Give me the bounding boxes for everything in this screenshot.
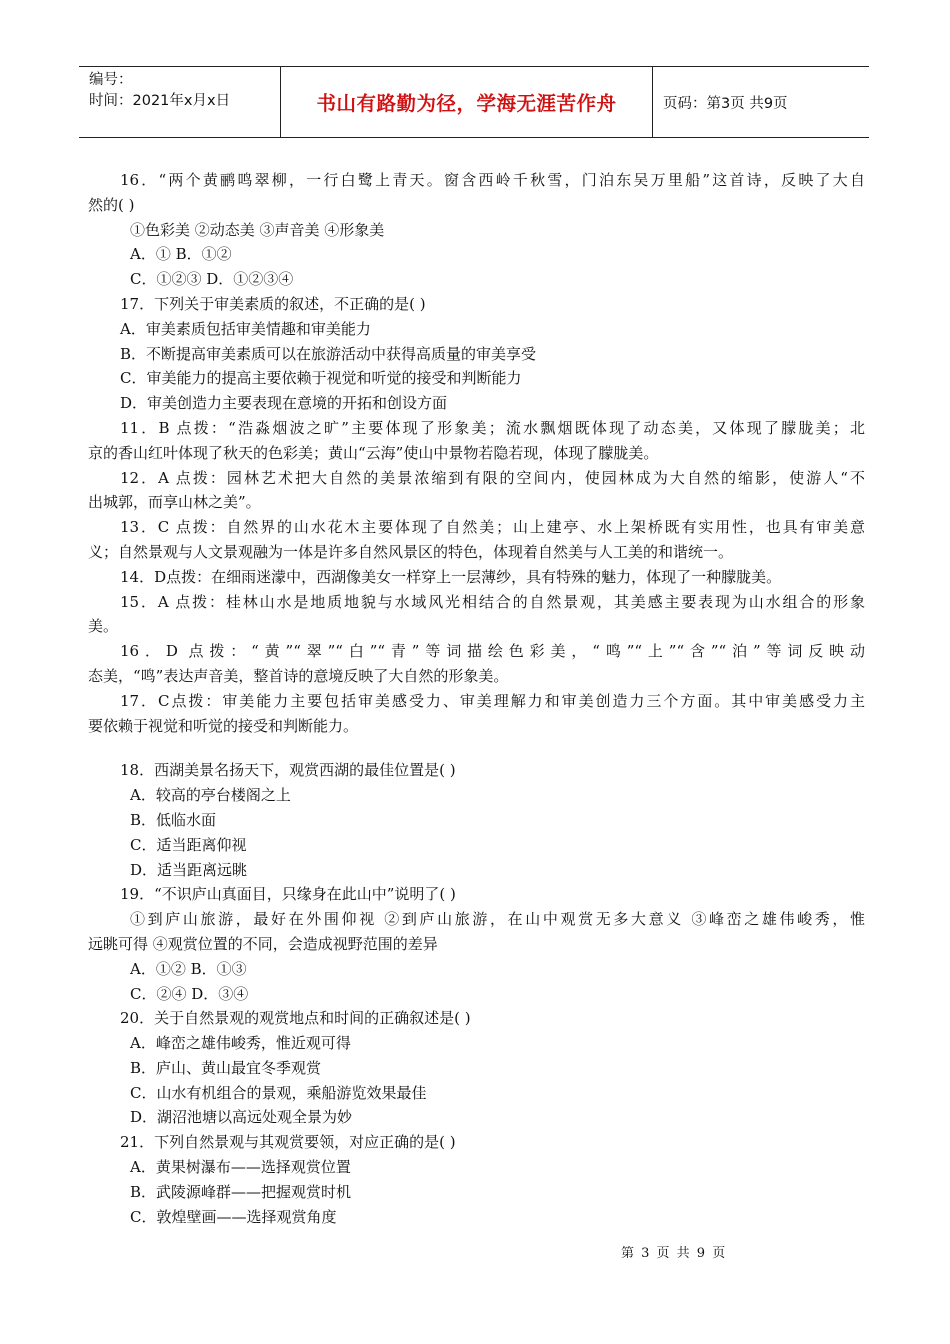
text-line: A．峰峦之雄伟峻秀，惟近观可得 [130,1034,351,1053]
header-meta [79,67,281,137]
text-line: 远眺可得 ④观赏位置的不同，会造成视野范围的差异 [88,934,438,953]
text-line: B．庐山、黄山最宜冬季观赏 [130,1058,322,1077]
text-line: 美。 [88,617,119,636]
text-line: ①色彩美 ②动态美 ③声音美 ④形象美 [130,220,385,239]
text-line: A．黄果树瀑布——选择观赏位置 [130,1158,351,1177]
page-header [79,66,869,138]
text-line: A．① B．①② [130,245,232,264]
text-line: 17．下列关于审美素质的叙述，不正确的是( ) [120,294,426,313]
text-line: D．适当距离远眺 [130,860,248,879]
text-line: 18．西湖美景名扬天下，观赏西湖的最佳位置是( ) [120,761,456,780]
text-line: 态美，“鸣”表达声音美，整首诗的意境反映了大自然的形象美。 [88,666,509,685]
text-line: 20．关于自然景观的观赏地点和时间的正确叙述是( ) [120,1009,471,1028]
text-line: 然的( ) [88,195,135,214]
text-line: A．较高的亭台楼阁之上 [130,786,291,805]
header-motto: 书山有路勤为径，学海无涯苦作舟 [316,92,617,115]
text-line: 13．C 点拨：自然界的山水花木主要体现了自然美；山上建亭、水上架桥既有实用性，也具有审美意 [120,518,865,537]
document-date-label: 时间：2021年x月x日 [89,93,231,109]
text-line: 义；自然景观与人文景观融为一体是许多自然风景区的特色，体现着自然美与人工美的和谐统一。 [88,542,734,561]
text-line: A．审美素质包括审美情趣和审美能力 [120,319,371,338]
text-line: C．审美能力的提高主要依赖于视觉和听觉的接受和判断能力 [120,369,522,388]
header-motto-cell [281,67,653,137]
text-line: 16．“两个黄鹂鸣翠柳，一行白鹭上青天。窗含西岭千秋雪，门泊东吴万里船”这首诗，反映了大自 [120,171,865,189]
text-line: 19．“不识庐山真面目，只缘身在此山中”说明了( ) [120,885,456,904]
text-line: B．不断提高审美素质可以在旅游活动中获得高质量的审美享受 [120,344,537,363]
text-line: 16．D 点拨：“黄”“翠”“白”“青”等词描绘色彩美，“鸣”“上”“含”“泊”等词反映动 [120,642,865,661]
text-line: D．审美创造力主要表现在意境的开拓和创设方面 [120,394,448,413]
header-page-number: 页码：第3页 共9页 [663,95,788,112]
text-line: C．敦煌壁画——选择观赏角度 [130,1207,337,1226]
text-line: 京的香山红叶体现了秋天的色彩美；黄山“云海”使山中景物若隐若现，体现了朦胧美。 [88,443,659,462]
text-line: C．山水有机组合的景观，乘船游览效果最佳 [130,1083,427,1102]
text-line: 14．D点拨：在细雨迷濛中，西湖像美女一样穿上一层薄纱，具有特殊的魅力，体现了一种朦胧美。 [120,567,782,586]
text-line: D．湖沼池塘以高远处观全景为妙 [130,1108,353,1127]
text-line: ①到庐山旅游，最好在外围仰视 ②到庐山旅游，在山中观赏无多大意义 ③峰峦之雄伟峻秀，惟 [130,910,865,929]
text-line: 21．下列自然景观与其观赏要领，对应正确的是( ) [120,1133,456,1152]
text-line: B．武陵源峰群——把握观赏时机 [130,1182,352,1201]
document-number-label: 编号： [89,72,133,88]
text-line: 出城郭，而享山林之美”。 [88,493,261,512]
spacer [88,738,865,758]
text-line: A．①② B．①③ [130,959,247,978]
document-body [88,168,865,1229]
page-footer: 第 3 页 共 9 页 [621,1246,726,1261]
text-line: 15．A 点拨：桂林山水是地质地貌与水域风光相结合的自然景观，其美感主要表现为山水组合的形象 [120,592,865,611]
text-line: 11．B 点拨：“浩淼烟波之旷”主要体现了形象美；流水飘烟既体现了动态美，又体现了朦胧美；北 [120,418,865,437]
header-page-cell [653,67,869,137]
text-line: 要依赖于视觉和听觉的接受和判断能力。 [88,716,359,735]
text-line: C．②④ D．③④ [130,984,249,1003]
text-line: 12．A 点拨：园林艺术把大自然的美景浓缩到有限的空间内，使园林成为大自然的缩影，使游人“不 [120,468,865,487]
text-line: 17．C点拨：审美能力主要包括审美感受力、审美理解力和审美创造力三个方面。其中审美感受力主 [120,691,865,710]
text-line: C．适当距离仰视 [130,835,247,854]
text-line: B．低临水面 [130,810,217,829]
text-line: C．①②③ D．①②③④ [130,270,294,289]
